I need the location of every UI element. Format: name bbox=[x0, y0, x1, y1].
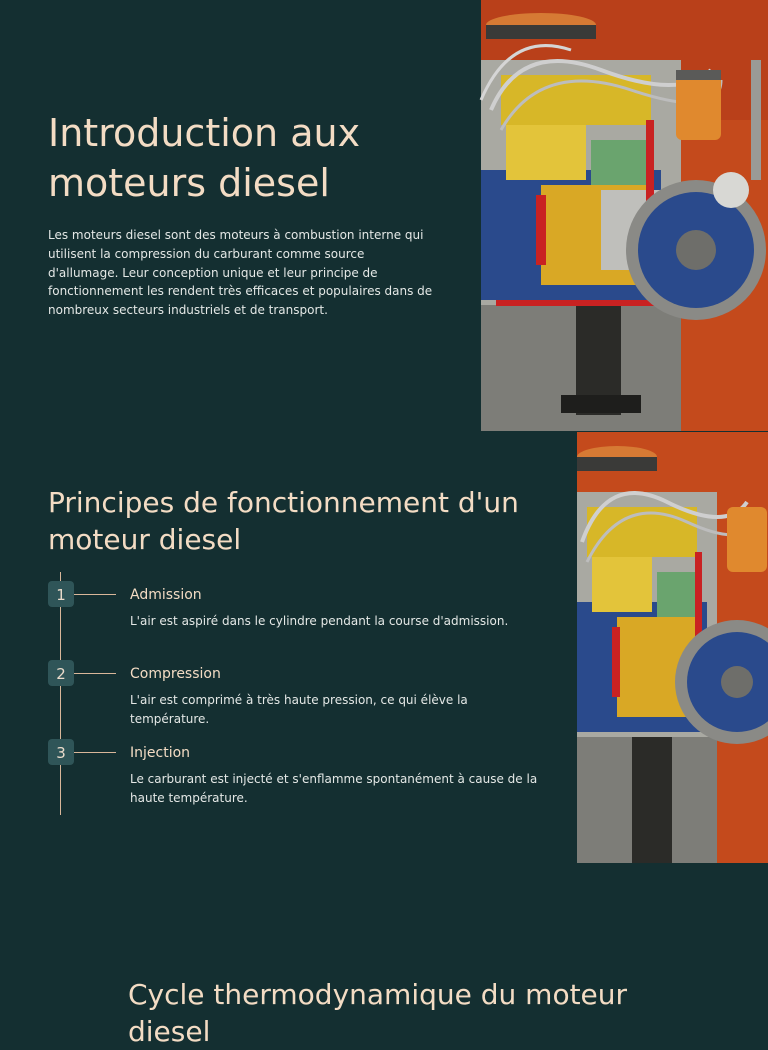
principles-title: Principes de fonctionnement d'un moteur diesel bbox=[48, 486, 519, 556]
cycle-title: Cycle thermodynamique du moteur diesel bbox=[128, 978, 628, 1048]
engine-cutaway-photo bbox=[481, 0, 768, 431]
step-number-badge: 3 bbox=[48, 739, 74, 765]
step-title: Compression bbox=[130, 666, 221, 682]
step-connector bbox=[74, 752, 116, 753]
step-title: Injection bbox=[130, 745, 191, 761]
step-number-badge: 2 bbox=[48, 660, 74, 686]
step-title: Admission bbox=[130, 587, 202, 603]
step-number-badge: 1 bbox=[48, 581, 74, 607]
intro-title: Introduction aux moteurs diesel bbox=[48, 111, 361, 205]
step-description: L'air est aspiré dans le cylindre pendant la course d'admission. bbox=[130, 614, 509, 628]
timeline-line bbox=[60, 572, 61, 815]
step-connector bbox=[74, 594, 116, 595]
engine-cutaway-photo-secondary bbox=[577, 432, 768, 863]
step-description: Le carburant est injecté et s'enflamme spontanément à cause de la haute température. bbox=[130, 772, 538, 805]
step-connector bbox=[74, 673, 116, 674]
step-description: L'air est comprimé à très haute pression, ce qui élève la température. bbox=[130, 693, 468, 726]
intro-paragraph: Les moteurs diesel sont des moteurs à combustion interne qui utilisent la compression du carburant comme source d'allumage. Leur conception unique et leur principe de fonctionnement les rendent très efficaces et populaires dans de nombreux secteurs industriels et de transport. bbox=[48, 228, 433, 318]
